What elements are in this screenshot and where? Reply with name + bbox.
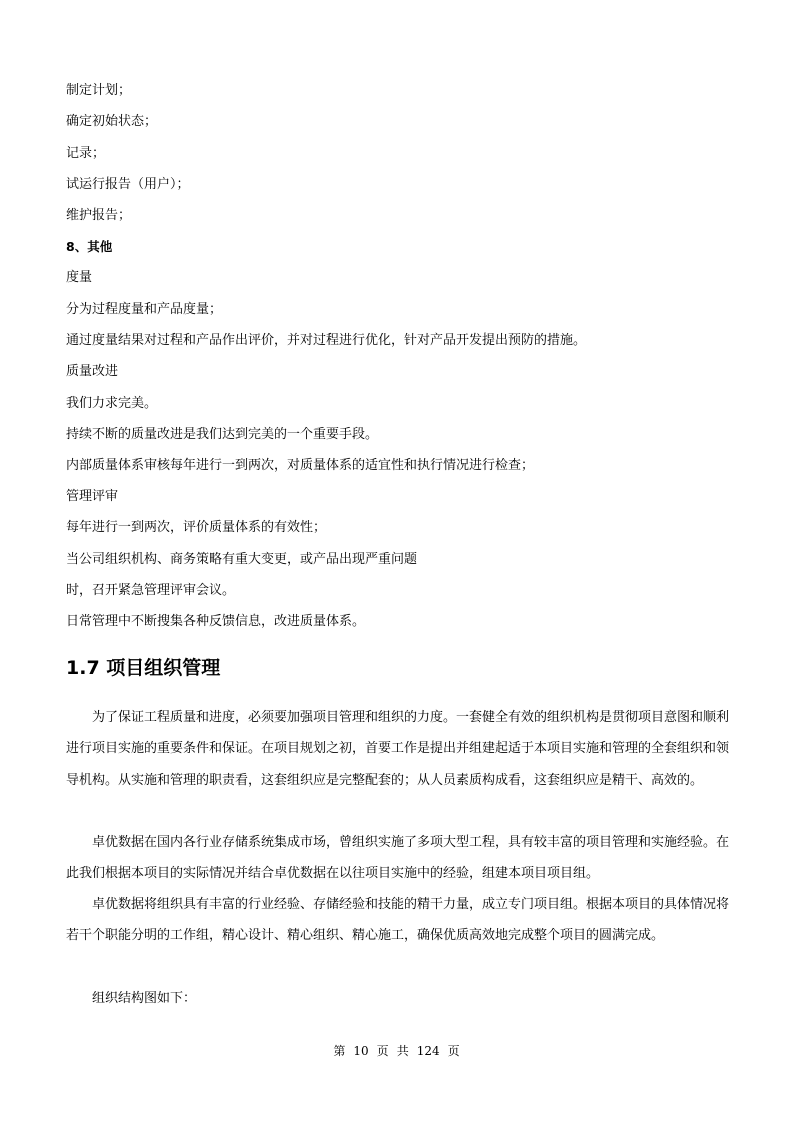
body-paragraph: 组织结构图如下： — [92, 991, 197, 1006]
footer-page-number: 10 — [353, 1044, 369, 1058]
text-line: 质量改进 — [66, 364, 119, 379]
list-line: 试运行报告（用户）； — [66, 177, 190, 192]
text-line: 每年进行一到两次，评价质量体系的有效性； — [66, 520, 327, 535]
text-line: 内部质量体系审核每年进行一到两次，对质量体系的适宜性和执行情况进行检查； — [66, 458, 535, 473]
text-line: 持续不断的质量改进是我们达到完美的一个重要手段。 — [66, 427, 379, 442]
text-line: 度量 — [66, 270, 93, 285]
list-line: 维护报告； — [66, 208, 132, 223]
footer-total-pages: 124 — [416, 1044, 440, 1058]
body-paragraph: 卓优数据在国内各行业存储系统集成市场，曾组织实施了多项大型工程，具有较丰富的项目管理和实施经验。在此我们根据本项目的实际情况并结合卓优数据在以往项目实施中的经验，组建本项目项目组。 — [66, 835, 730, 882]
text-line: 我们力求完美。 — [66, 396, 158, 411]
body-paragraph: 卓优数据将组织具有丰富的行业经验、存储经验和技能的精干力量，成立专门项目组。根据本项目的具体情况将若干个职能分明的工作组，精心设计、精心组织、精心施工，确保优质高效地完成整个项目的圆满完成。 — [66, 897, 730, 944]
footer-page-unit: 页 — [376, 1044, 389, 1058]
footer-total-label: 共 — [396, 1044, 409, 1058]
text-line: 时，召开紧急管理评审会议。 — [66, 583, 236, 598]
list-line: 记录； — [66, 146, 106, 161]
section-heading: 1.7 项目组织管理 — [66, 657, 221, 679]
subheading: 8、其他 — [66, 239, 113, 254]
footer-total-unit: 页 — [447, 1044, 460, 1058]
footer-page-label: 第 — [333, 1044, 346, 1058]
text-line: 管理评审 — [66, 489, 119, 504]
text-line: 日常管理中不断搜集各种反馈信息，改进质量体系。 — [66, 614, 366, 629]
page-footer — [0, 1043, 793, 1059]
text-line: 通过度量结果对过程和产品作出评价，并对过程进行优化，针对产品开发提出预防的措施。 — [66, 333, 587, 348]
text-line: 当公司组织机构、商务策略有重大变更，或产品出现严重问题 — [66, 552, 418, 567]
body-paragraph: 为了保证工程质量和进度，必须要加强项目管理和组织的力度。一套健全有效的组织机构是贯彻项目意图和顺利进行项目实施的重要条件和保证。在项目规划之初，首要工作是提出并组建起适于本项目实施和管理的全套组织和领导机构。从实施和管理的职责看，这套组织应是完整配套的；从人员素质构成看，这套组织应是精干、高效的。 — [66, 710, 730, 788]
list-line: 确定初始状态； — [66, 114, 158, 129]
text-line: 分为过程度量和产品度量； — [66, 302, 223, 317]
list-line: 制定计划； — [66, 83, 132, 98]
